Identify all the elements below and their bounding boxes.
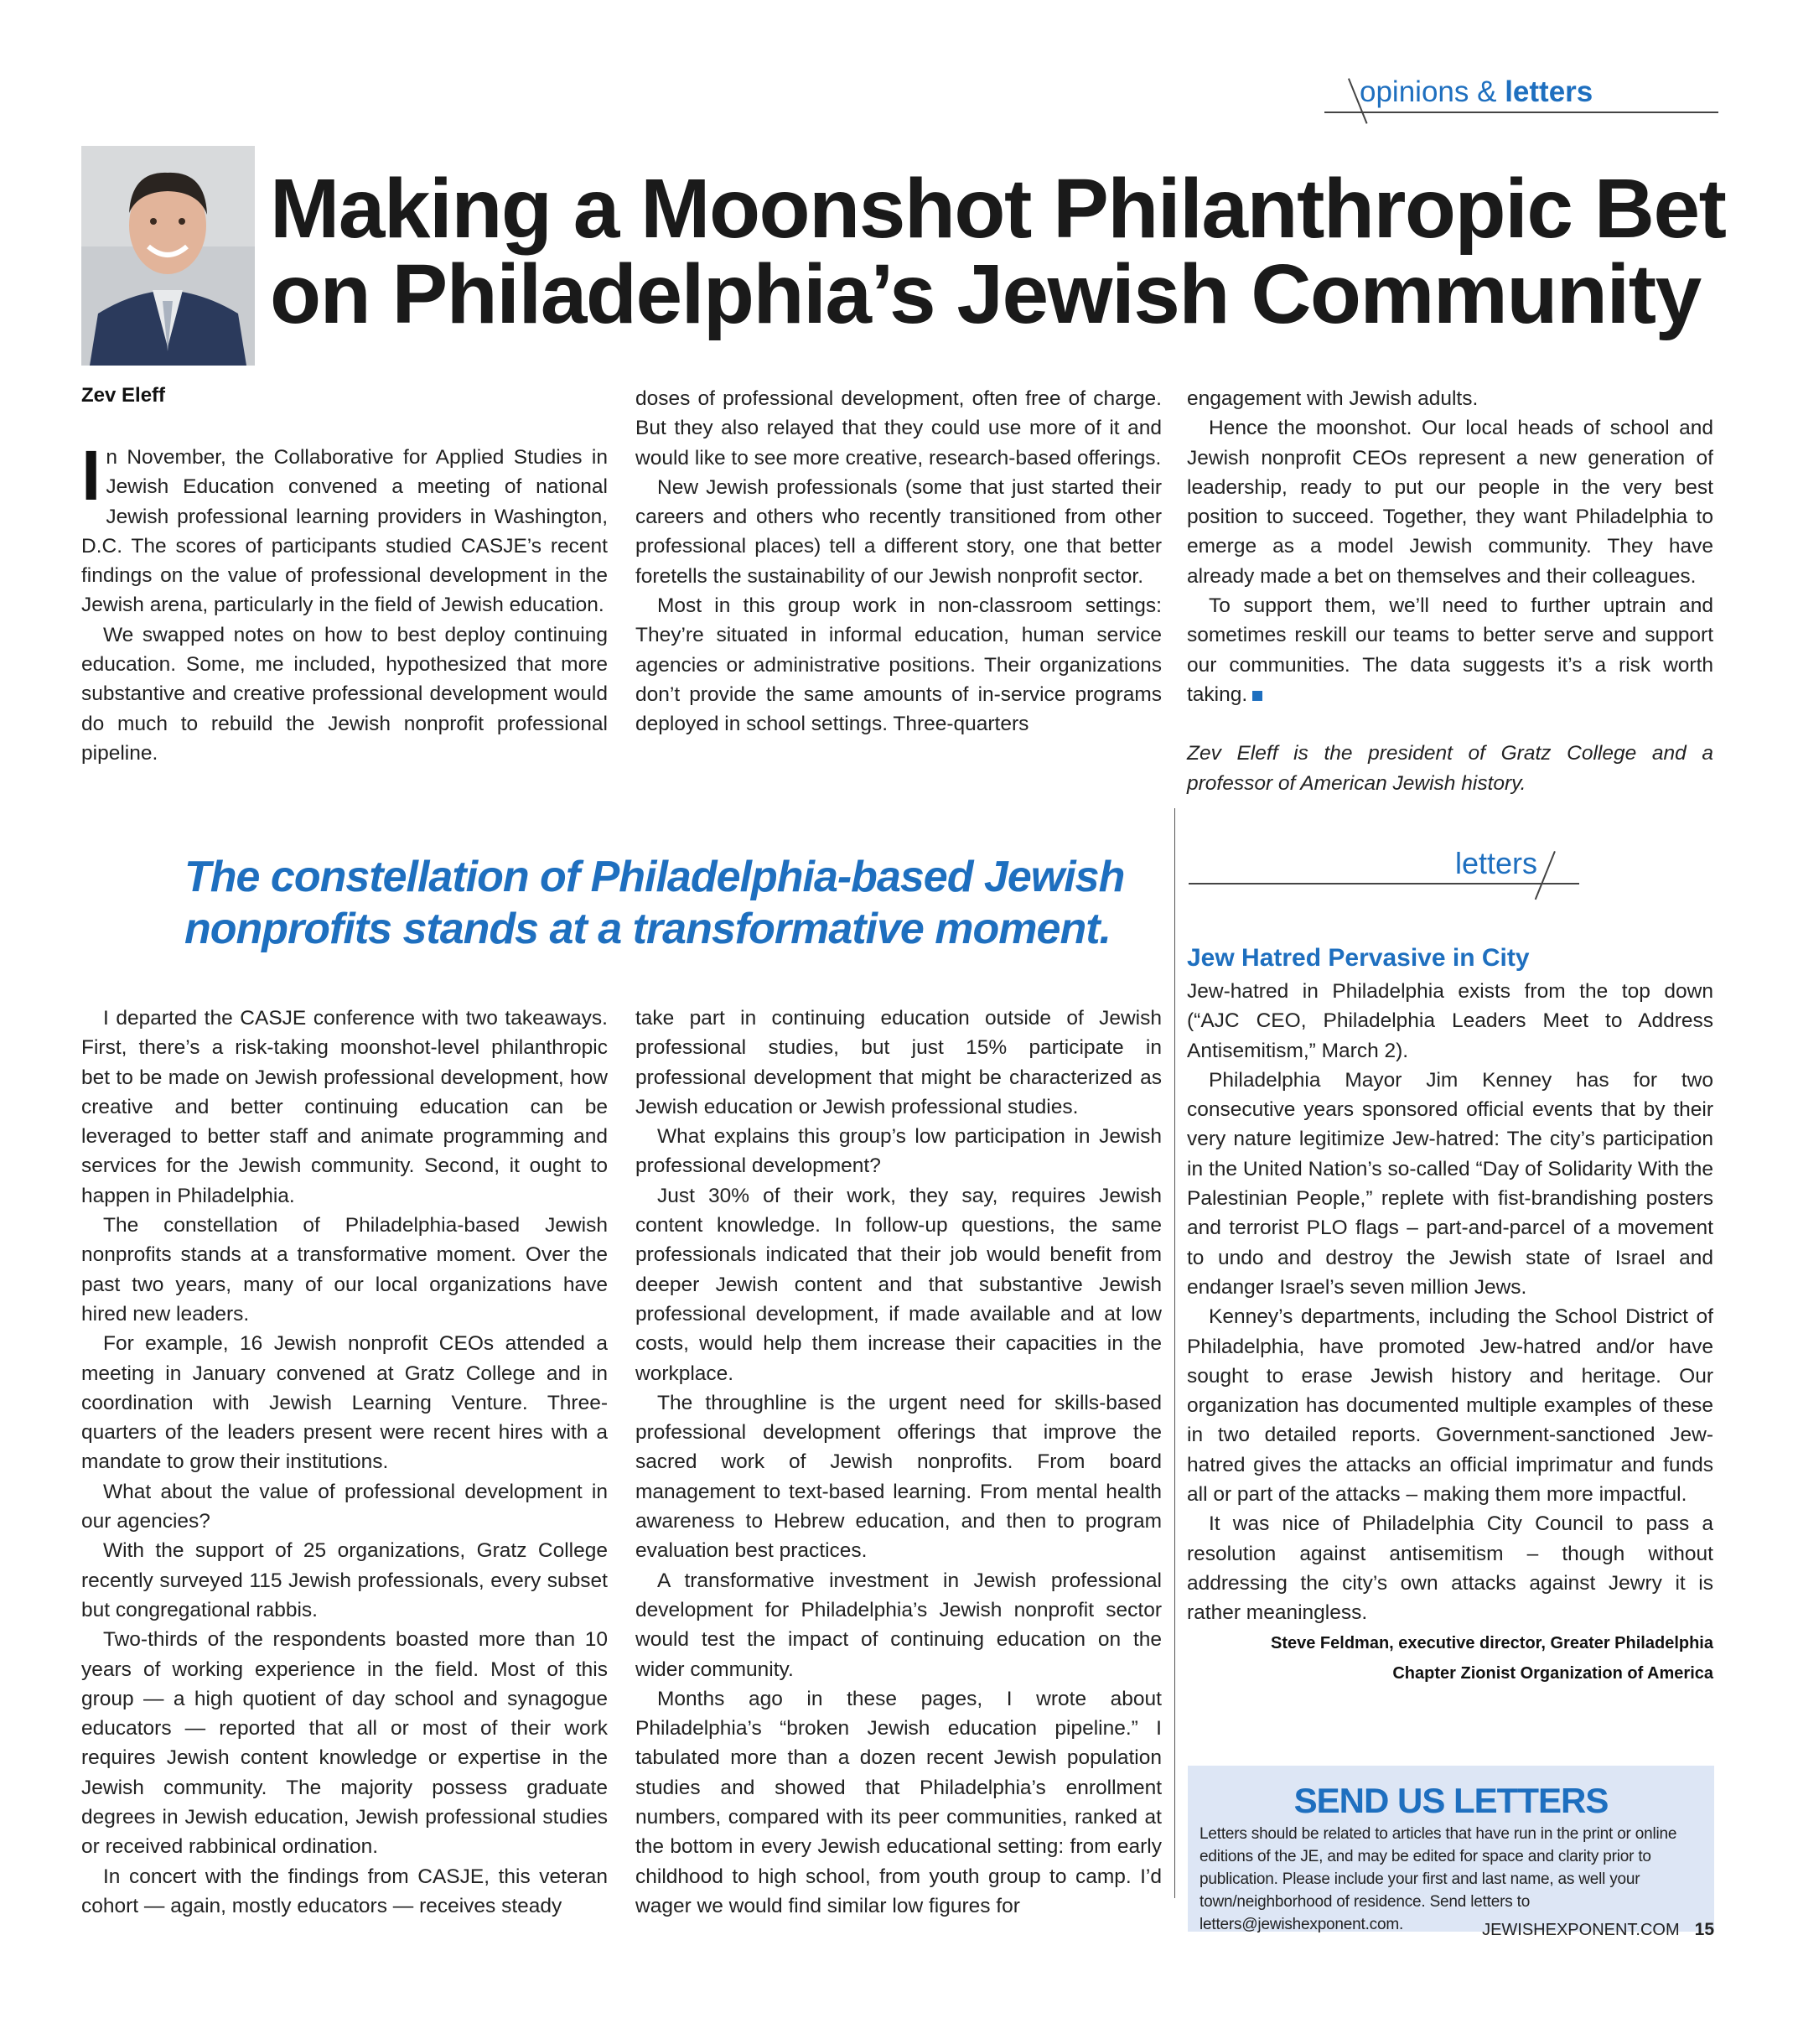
letter-title: Jew Hatred Pervasive in City xyxy=(1187,944,1530,972)
column-2-top xyxy=(635,384,1162,739)
column-3-top xyxy=(1187,384,1713,798)
paragraph: doses of professional development, often free of charge. But they also relayed that they could use more of it and would like to see more creative, research-based offerings. xyxy=(635,387,1162,469)
paragraph: With the support of 25 organizations, Gratz College recently surveyed 115 Jewish professionals, every subset but congregational rabbis. xyxy=(81,1539,608,1621)
paragraph: Hence the moonshot. Our local heads of school and Jewish nonprofit CEOs represent a new generation of leadership, ready to put our people in the very best position to succeed. Together, they want Philadelphia to emerge as a model Jewish community. They have already made a bet on themselves and their colleagues. xyxy=(1187,417,1713,588)
page-footer xyxy=(1442,1920,1714,1940)
column-2-bottom xyxy=(635,1004,1162,1921)
section-header xyxy=(1324,75,1718,113)
letter-signature: Steve Feldman, executive director, Greater Philadelphia Chapter Zionist Organization of America xyxy=(1271,1633,1713,1683)
paragraph: What about the value of professional development in our agencies? xyxy=(81,1480,608,1533)
paragraph: take part in continuing education outside of Jewish professional studies, but just 15% participate in professional development that might be characterized as Jewish education or Jewish professional studies. xyxy=(635,1007,1162,1118)
paragraph: Jew-hatred in Philadelphia exists from the top down (“AJC CEO, Philadelphia Leaders Meet to Address Antisemitism,” March 2). xyxy=(1187,980,1713,1062)
paragraph: Just 30% of their work, they say, requires Jewish content knowledge. In follow-up questions, the same professionals indicated that their job would benefit from deeper Jewish content and that substantive Jewish professional development, if made available and at low costs, would help them increase their capacities in the workplace. xyxy=(635,1184,1162,1385)
paragraph: A transformative investment in Jewish professional development for Philadelphia’s Jewish nonprofit sector would test the impact of continuing education on the wider community. xyxy=(635,1569,1162,1681)
letters-header xyxy=(1189,841,1579,885)
paragraph: I departed the CASJE conference with two takeaways. First, there’s a risk-taking moonshot-level philanthropic bet to be made on Jewish professional development, how creative and better continuing education can be leveraged to better staff and animate programming and services for the Jewish community. Second, it ought to happen in Philadelphia. xyxy=(81,1007,608,1207)
paragraph: In concert with the findings from CASJE, this veteran cohort — again, mostly educators — receives steady xyxy=(81,1865,608,1917)
send-letters-body: Letters should be related to articles that have run in the print or online editions of the JE, and may be edited for space and clarity prior to publication. Please include your first and last name, as well your town/neighborhood of residence. Send letters to letters@jewishexponent.com. xyxy=(1200,1825,1677,1933)
footer-site: JEWISHEXPONENT.COM xyxy=(1482,1921,1680,1939)
paragraph: The constellation of Philadelphia-based Jewish nonprofits stands at a transformative moment. Over the past two years, many of our local organizations have hired new leaders. xyxy=(81,1214,608,1325)
end-mark-icon xyxy=(1252,691,1262,701)
spacer xyxy=(1187,709,1713,739)
paragraph: Months ago in these pages, I wrote about Philadelphia’s “broken Jewish education pipeline.” I tabulated more than a dozen recent Jewish population studies and showed that Philadelphia’s enrollment numbers, compared with its peer communities, ranked at the bottom in every Jewish educational setting: from early childhood to high school, from youth group to camp. I’d wager we would find similar low figures for xyxy=(635,1687,1162,1917)
headline-line-1: Making a Moonshot Philanthropic Bet xyxy=(270,162,1726,256)
send-letters-box xyxy=(1188,1766,1714,1932)
paragraph: Two-thirds of the respondents boasted more than 10 years of working experience in the field. Most of this group — a high quotient of day school and synagogue educators — reported that all or most of their work requires Jewish content knowledge or expertise in the Jewish community. The majority possess graduate degrees in Jewish education, Jewish professional studies or received rabbinical ordination. xyxy=(81,1628,608,1859)
pull-quote-line-2: nonprofits stands at a transformative moment. xyxy=(184,905,1111,953)
drop-cap: I xyxy=(81,436,101,515)
paragraph: What explains this group’s low participation in Jewish professional development? xyxy=(635,1125,1162,1178)
paragraph: In November, the Collaborative for Applied Studies in Jewish Education convened a meeting of national Jewish professional learning providers in Washington, D.C. The scores of participants studied CASJE’s recent findings on the value of professional development in the Jewish arena, particularly in the field of Jewish education. xyxy=(81,436,608,617)
paragraph: Most in this group work in non-classroom settings: They’re situated in informal education, human service agencies or administrative positions. Their organizations don’t provide the same amounts of in-service programs deployed in school settings. Three-quarters xyxy=(635,594,1162,736)
author-bio: Zev Eleff is the president of Gratz College and a professor of American Jewish history. xyxy=(1187,742,1713,795)
paragraph: engagement with Jewish adults. xyxy=(1187,387,1479,410)
headline xyxy=(270,162,1726,341)
paragraph: For example, 16 Jewish nonprofit CEOs attended a meeting in January convened at Gratz College and in coordination with Jewish Learning Venture. Three-quarters of the leaders present were recent hires with a mandate to grow their institutions. xyxy=(81,1332,608,1474)
author-photo xyxy=(81,146,255,366)
paragraph: Kenney’s departments, including the School District of Philadelphia, have promoted Jew-hatred and/or have sought to erase Jewish history and heritage. Our organization has documented multiple examples of these in two detailed reports. Government-sanctioned Jew-hatred gives the attacks an official imprimatur and funds all or part of the attacks – making them more impactful. xyxy=(1187,1305,1713,1507)
column-1-top xyxy=(81,436,608,768)
letters-slash xyxy=(1535,851,1556,900)
pull-quote-line-1: The constellation of Philadelphia-based Jewish xyxy=(184,853,1125,901)
paragraph: The throughline is the urgent need for skills-based professional development offerings that improve the sacred work of Jewish nonprofits. From board management to text-based learning. From mental health awareness to Hebrew education, and then to program evaluation best practices. xyxy=(635,1391,1162,1563)
paragraph: It was nice of Philadelphia City Council to pass a resolution against antisemitism – though without addressing the city’s own attacks against Jewry it is rather meaningless. xyxy=(1187,1512,1713,1625)
letters-label: letters xyxy=(1454,846,1537,880)
paragraph: Philadelphia Mayor Jim Kenney has for two consecutive years sponsored official events that by their very nature legitimize Jew-hatred: The city’s participation in the United Nation’s so-called “Day of Solidarity With the Palestinian People,” replete with fist-brandishing posters and terrorist PLO flags – part-and-parcel of a movement to undo and destroy the Jewish state of Israel and endanger Israel’s seven million Jews. xyxy=(1187,1068,1713,1299)
page-number: 15 xyxy=(1694,1920,1714,1939)
letters-rule xyxy=(1189,883,1579,885)
column-divider xyxy=(1174,808,1175,1898)
pull-quote xyxy=(184,851,1140,955)
header-rule xyxy=(1324,112,1718,113)
paragraph: New Jewish professionals (some that just started their careers and others who recently transitioned from other professional places) tell a different story, one that better foretells the sustainability of our Jewish nonprofit sector. xyxy=(635,475,1162,588)
send-letters-title: SEND US LETTERS xyxy=(1293,1781,1609,1820)
letter xyxy=(1187,942,1713,1689)
column-1-bottom xyxy=(81,1004,608,1921)
section-label: opinions & letters xyxy=(1360,75,1593,108)
byline: Zev Eleff xyxy=(81,384,166,407)
headline-line-2: on Philadelphia’s Jewish Community xyxy=(270,247,1701,341)
paragraph: To support them, we’ll need to further uptrain and sometimes reskill our teams to better serve and support our communities. The data suggests it’s a risk worth taking. xyxy=(1187,594,1713,706)
paragraph: We swapped notes on how to best deploy continuing education. Some, me included, hypothesized that more substantive and creative professional development would do much to rebuild the Jewish nonprofit professional pipeline. xyxy=(81,623,608,765)
